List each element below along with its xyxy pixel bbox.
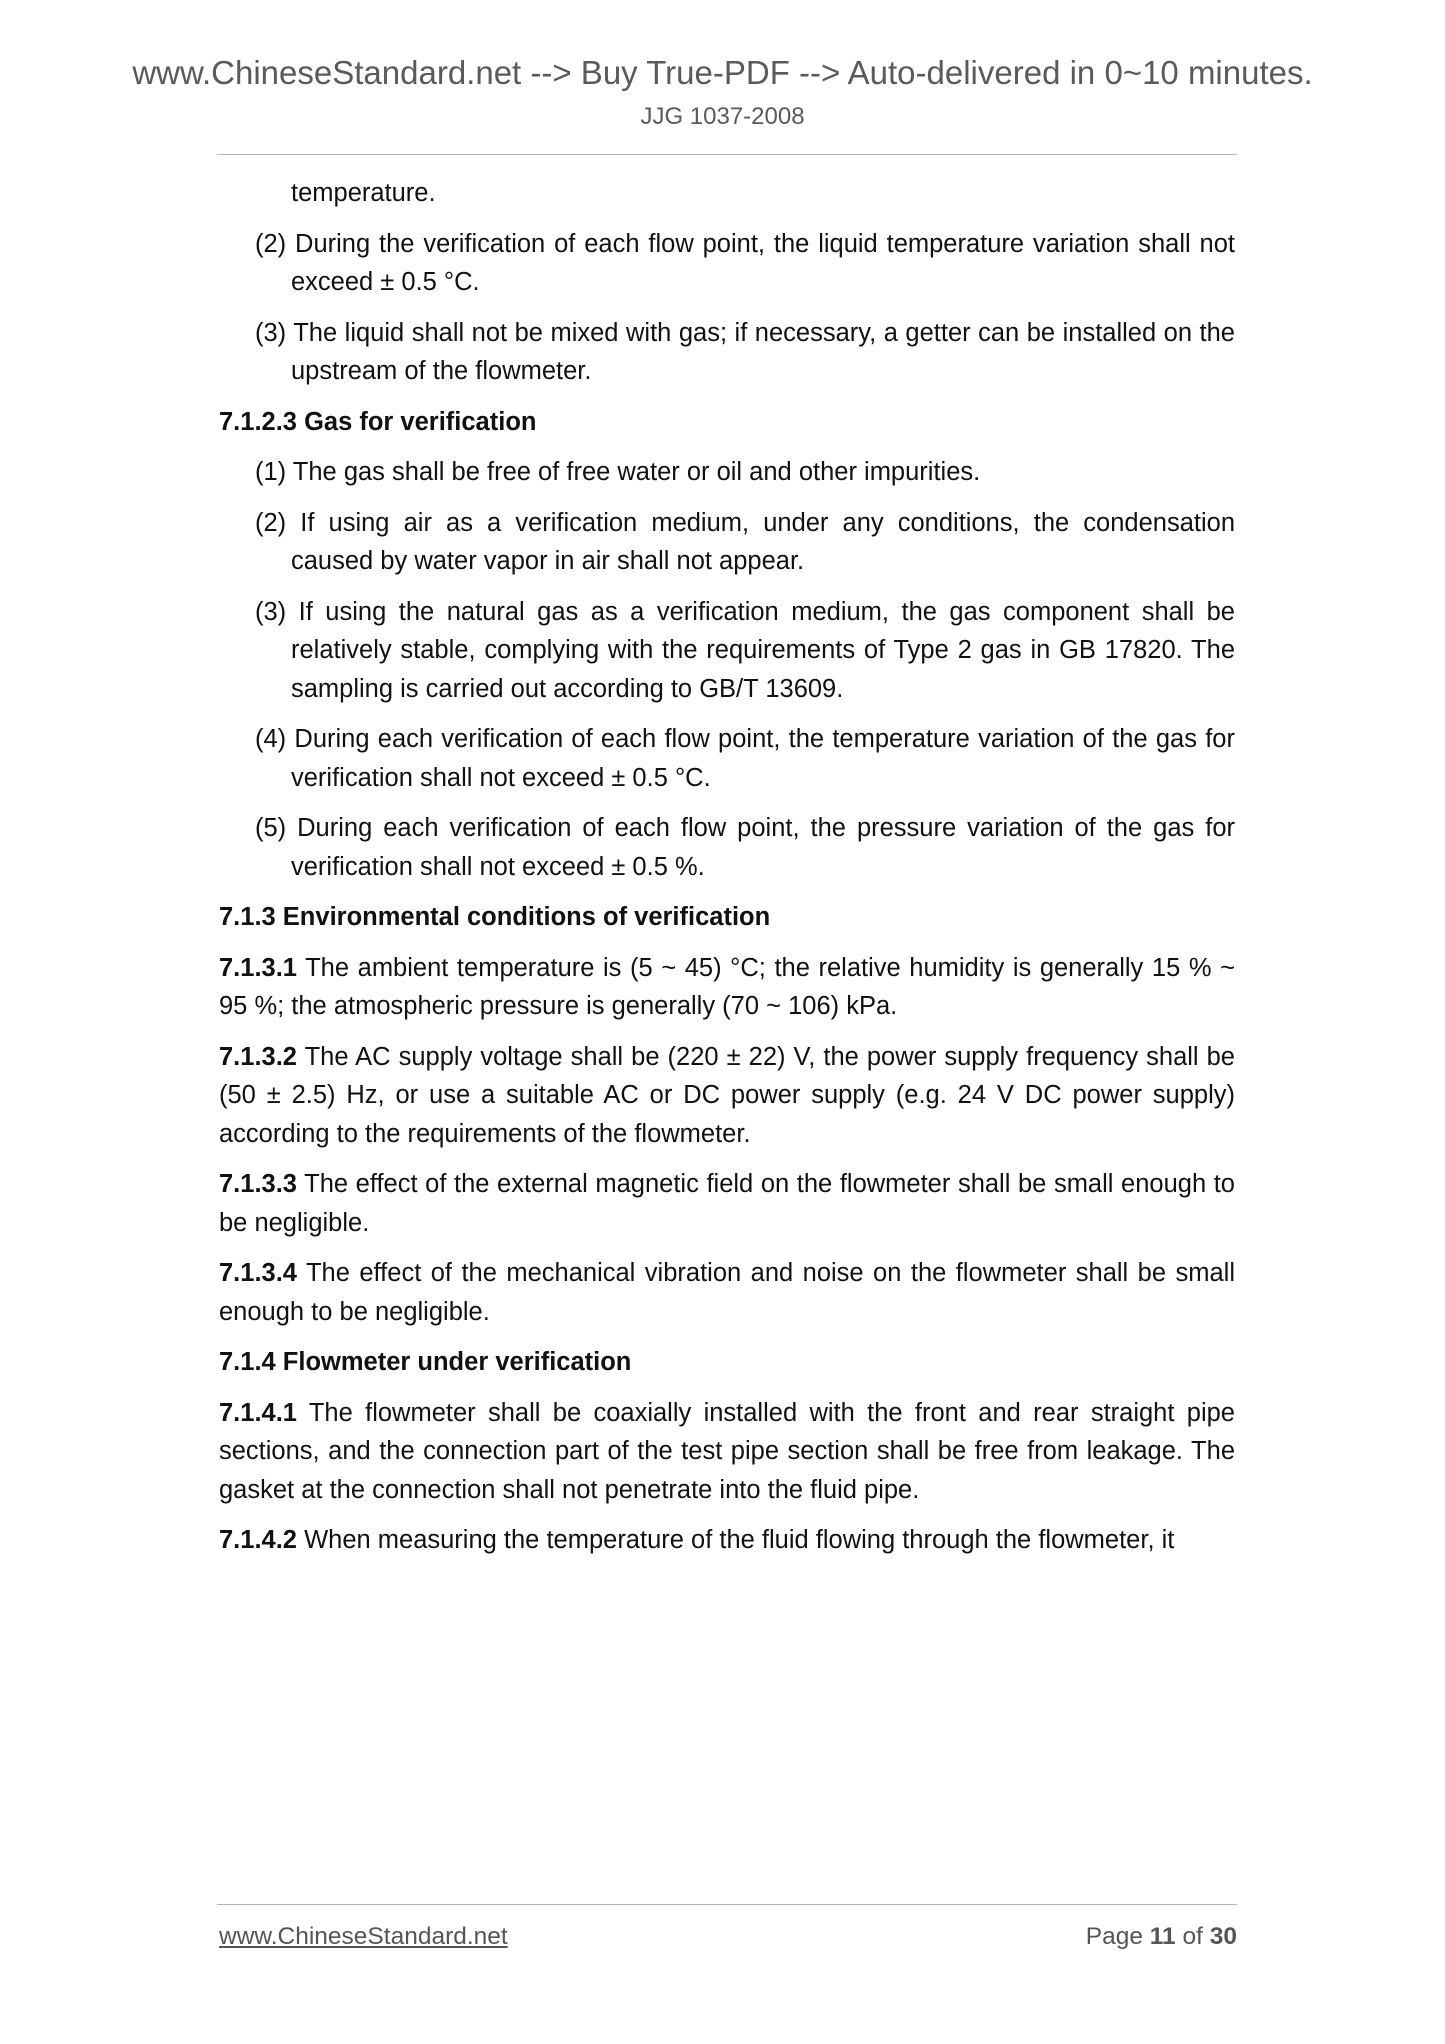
header-divider	[217, 154, 1237, 155]
clause-number: 7.1.4.1	[219, 1398, 297, 1427]
document-id: JJG 1037-2008	[640, 103, 805, 130]
current-page: 11	[1149, 1923, 1176, 1950]
clause-7-1-3-3	[219, 1165, 1235, 1242]
page-of-word: of	[1182, 1923, 1203, 1950]
clause-number: 7.1.4.2	[219, 1526, 297, 1554]
gas-item-3: (3) If using the natural gas as a verification medium, the gas component shall be relatively stable, complying with the requirements of Type 2 gas in GB 17820. The sampling is carried out according to GB/T 13609.	[255, 597, 1235, 703]
clause-text: The ambient temperature is (5 ~ 45) °C; the relative humidity is generally 15 % ~ 95 %; the atmospheric pressure is generally (70 ~ 106) kPa.	[219, 953, 1235, 1020]
page-counter	[1086, 1922, 1237, 1952]
clause-7-1-4-1	[219, 1394, 1235, 1510]
footer-site-link[interactable]: www.ChineseStandard.net	[219, 1923, 508, 1950]
heading-7-1-4: 7.1.4 Flowmeter under verification	[219, 1348, 632, 1376]
top-banner: www.ChineseStandard.net --> Buy True-PDF --> Auto-delivered in 0~10 minutes.	[132, 54, 1313, 91]
heading-7-1-3: 7.1.3 Environmental conditions of verification	[219, 903, 771, 931]
continuation-line: temperature.	[291, 179, 436, 207]
clause-number: 7.1.3.4	[219, 1259, 297, 1287]
clause-number: 7.1.3.3	[219, 1170, 297, 1198]
gas-item-1: (1) The gas shall be free of free water or oil and other impurities.	[255, 458, 981, 486]
clause-text: The effect of the mechanical vibration and noise on the flowmeter shall be small enough to be negligible.	[219, 1259, 1235, 1326]
footer-divider	[217, 1904, 1237, 1905]
clause-text: The flowmeter shall be coaxially installed with the front and rear straight pipe sections, and the connection part of the test pipe section shall be free from leakage. The gasket at the connection shall not penetrate into the fluid pipe.	[219, 1398, 1235, 1504]
total-pages: 30	[1209, 1923, 1237, 1950]
clause-number: 7.1.3.2	[219, 1042, 297, 1071]
clause-text: When measuring the temperature of the fluid flowing through the flowmeter, it	[296, 1526, 1175, 1554]
liquid-item-2: (2) During the verification of each flow point, the liquid temperature variation shall not exceed ± 0.5 °C.	[255, 229, 1235, 296]
liquid-item-3: (3) The liquid shall not be mixed with gas; if necessary, a getter can be installed on the upstream of the flowmeter.	[255, 318, 1235, 385]
gas-item-4: (4) During each verification of each flow point, the temperature variation of the gas for verification shall not exceed ± 0.5 °C.	[255, 725, 1235, 792]
clause-text: The effect of the external magnetic field on the flowmeter shall be small enough to be negligible.	[219, 1170, 1235, 1237]
page-word: Page	[1085, 1923, 1143, 1950]
gas-item-2: (2) If using air as a verification medium, under any conditions, the condensation caused by water vapor in air shall not appear.	[255, 508, 1235, 575]
clause-7-1-3-4	[219, 1254, 1235, 1331]
clause-7-1-3-1	[219, 949, 1235, 1026]
clause-text: The AC supply voltage shall be (220 ± 22) V, the power supply frequency shall be (50 ± 2.5) Hz, or use a suitable AC or DC power supply (e.g. 24 V DC power supply) according to the requirements of the flowmeter.	[219, 1042, 1235, 1148]
gas-item-5: (5) During each verification of each flow point, the pressure variation of the gas for verification shall not exceed ± 0.5 %.	[255, 814, 1235, 881]
page-body	[219, 174, 1235, 1560]
clause-7-1-3-2	[219, 1038, 1235, 1154]
clause-7-1-4-2	[219, 1521, 1235, 1560]
heading-7-1-2-3: 7.1.2.3 Gas for verification	[219, 407, 537, 436]
clause-number: 7.1.3.1	[219, 953, 297, 982]
